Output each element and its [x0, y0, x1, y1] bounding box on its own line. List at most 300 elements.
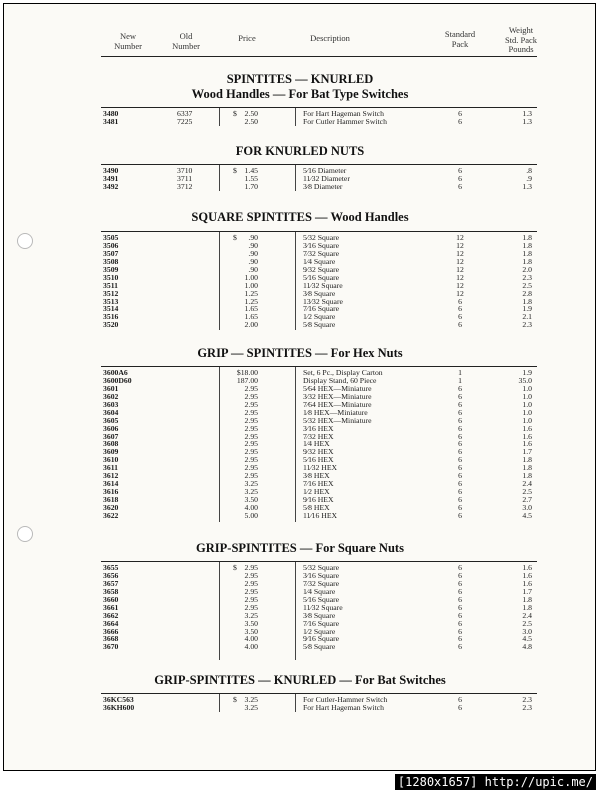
cell-price: 1.00: [244, 280, 258, 290]
cell-new-number: 3658: [103, 586, 119, 596]
cell-price: 5.00: [244, 510, 258, 520]
cell-description: 5⁄16 Square: [303, 594, 340, 604]
table-row: [0, 167, 600, 175]
cell-description: 1⁄4 Square: [303, 586, 336, 596]
cell-description: 5⁄8 Square: [303, 320, 336, 330]
cell-old-number: 7225: [177, 116, 193, 126]
cell-weight: .8: [526, 166, 532, 175]
cell-weight: 2.3: [522, 320, 532, 330]
cell-new-number: 3513: [103, 296, 119, 306]
section-title: GRIP-SPINTITES — KNURLED — For Bat Switches: [154, 673, 446, 687]
cell-price: 3.50: [244, 495, 258, 504]
cell-weight: 2.3: [522, 702, 532, 712]
table-row: [0, 234, 600, 242]
cell-description: 3⁄8 Square: [303, 610, 336, 620]
table-row: [0, 488, 600, 496]
cell-new-number: 3480: [103, 109, 119, 118]
table-row: [0, 456, 600, 464]
cell-standard-pack: 6: [458, 415, 462, 425]
header-description: Description: [310, 33, 350, 43]
cell-new-number: 3491: [103, 173, 119, 183]
cell-weight: 2.4: [522, 610, 532, 620]
cell-price: 2.95: [244, 383, 258, 393]
cell-weight: 2.3: [522, 272, 532, 282]
watermark-label: [1280x1657] http://upic.me/: [395, 774, 596, 790]
cell-weight: 4.5: [522, 634, 532, 644]
section-table: [0, 369, 600, 520]
table-row: [0, 266, 600, 274]
header-rule: [101, 56, 537, 57]
cell-price: 2.95: [244, 391, 258, 401]
cell-standard-pack: 6: [458, 495, 462, 504]
cell-standard-pack: 6: [458, 296, 462, 306]
cell-description: 5⁄16 Diameter: [303, 166, 347, 175]
cell-weight: 1.7: [522, 586, 532, 596]
cell-weight: 1.7: [522, 447, 532, 457]
cell-weight: 1.8: [522, 455, 532, 465]
cell-new-number: 3508: [103, 256, 119, 266]
cell-description: 1⁄2 HEX: [303, 487, 330, 497]
cell-weight: 2.7: [522, 495, 532, 504]
table-row: [0, 250, 600, 258]
cell-standard-pack: 12: [456, 264, 464, 274]
cell-dollar-sign: $: [233, 109, 237, 118]
cell-weight: 1.6: [522, 578, 532, 588]
cell-price: .90: [248, 240, 258, 250]
cell-description: 9⁄16 HEX: [303, 495, 334, 504]
cell-new-number: 3622: [103, 510, 119, 520]
binder-hole: [17, 526, 33, 542]
cell-weight: 1.0: [522, 407, 532, 417]
table-row: [0, 704, 600, 712]
cell-new-number: 3506: [103, 240, 119, 250]
cell-description: 3⁄8 Square: [303, 288, 336, 298]
cell-standard-pack: 6: [458, 594, 462, 604]
cell-standard-pack: 6: [458, 610, 462, 620]
cell-old-number: 6337: [177, 109, 193, 118]
cell-weight: 2.0: [522, 264, 532, 274]
table-row: [0, 604, 600, 612]
cell-description: 3⁄32 HEX—Miniature: [303, 391, 372, 401]
cell-description: 9⁄16 Square: [303, 634, 340, 644]
cell-description: 5⁄16 HEX: [303, 455, 334, 465]
cell-description: 11⁄32 Square: [303, 280, 343, 290]
cell-standard-pack: 12: [456, 256, 464, 266]
cell-price: 2.95: [244, 570, 258, 580]
table-row: [0, 596, 600, 604]
cell-weight: 2.4: [522, 479, 532, 489]
cell-new-number: 3481: [103, 116, 119, 126]
cell-price: 3.25: [244, 695, 258, 704]
cell-price: 3.25: [244, 702, 258, 712]
cell-new-number: 3600D60: [103, 375, 132, 385]
section-rule: [101, 366, 537, 367]
table-row: [0, 401, 600, 409]
cell-description: 3⁄16 Square: [303, 240, 340, 250]
cell-price: 1.70: [244, 181, 258, 191]
cell-new-number: 3507: [103, 248, 119, 258]
cell-weight: 1.6: [522, 563, 532, 572]
cell-old-number: 3712: [177, 181, 193, 191]
cell-weight: 1.8: [522, 256, 532, 266]
cell-price: .90: [248, 256, 258, 266]
cell-description: 7⁄32 HEX: [303, 431, 334, 441]
cell-description: Set, 6 Pc., Display Carton: [303, 368, 383, 377]
cell-description: 7⁄32 Square: [303, 578, 340, 588]
cell-dollar-sign: $: [233, 166, 237, 175]
section-rule: [101, 107, 537, 108]
cell-new-number: 3604: [103, 407, 119, 417]
cell-new-number: 3602: [103, 391, 119, 401]
cell-standard-pack: 1: [458, 368, 462, 377]
cell-price: 1.55: [244, 173, 258, 183]
cell-standard-pack: 6: [458, 181, 462, 191]
cell-description: For Cutler-Hammer Switch: [303, 695, 388, 704]
section-rule: [101, 231, 537, 232]
cell-weight: 2.5: [522, 487, 532, 497]
cell-standard-pack: 6: [458, 447, 462, 457]
cell-price: 4.00: [244, 502, 258, 512]
section-title: GRIP — SPINTITES — For Hex Nuts: [197, 346, 403, 360]
cell-standard-pack: 6: [458, 642, 462, 652]
cell-description: 5⁄16 Square: [303, 272, 340, 282]
cell-price: 2.95: [244, 415, 258, 425]
table-row: [0, 305, 600, 313]
table-row: [0, 393, 600, 401]
cell-new-number: 3664: [103, 618, 119, 628]
table-row: [0, 480, 600, 488]
cell-price: 2.95: [244, 439, 258, 449]
cell-description: 5⁄32 Square: [303, 563, 340, 572]
table-row: [0, 612, 600, 620]
cell-standard-pack: 6: [458, 618, 462, 628]
table-row: [0, 504, 600, 512]
table-row: [0, 242, 600, 250]
cell-dollar-sign: $: [233, 233, 237, 242]
cell-standard-pack: 6: [458, 407, 462, 417]
cell-standard-pack: 6: [458, 455, 462, 465]
cell-new-number: 3510: [103, 272, 119, 282]
cell-weight: 1.0: [522, 399, 532, 409]
cell-description: 5⁄32 Square: [303, 233, 340, 242]
cell-price: 1.65: [244, 304, 258, 314]
cell-new-number: 3520: [103, 320, 119, 330]
cell-standard-pack: 6: [458, 702, 462, 712]
cell-weight: 2.3: [522, 695, 532, 704]
cell-price: 2.95: [244, 463, 258, 473]
table-row: [0, 377, 600, 385]
cell-weight: 1.3: [522, 181, 532, 191]
cell-new-number: 3660: [103, 594, 119, 604]
cell-new-number: 3608: [103, 439, 119, 449]
cell-description: 3⁄16 HEX: [303, 423, 334, 433]
section-title: GRIP-SPINTITES — For Square Nuts: [196, 541, 404, 555]
cell-price: 2.50: [244, 116, 258, 126]
cell-new-number: 3603: [103, 399, 119, 409]
cell-standard-pack: 6: [458, 423, 462, 433]
cell-price: $18.00: [236, 368, 258, 377]
cell-weight: 1.8: [522, 240, 532, 250]
cell-standard-pack: 6: [458, 510, 462, 520]
cell-description: 1⁄8 HEX—Miniature: [303, 407, 368, 417]
cell-price: 2.95: [244, 586, 258, 596]
cell-weight: 1.3: [522, 116, 532, 126]
cell-new-number: 36KH600: [103, 702, 135, 712]
cell-price: 1.25: [244, 296, 258, 306]
section-table: [0, 564, 600, 651]
cell-new-number: 3612: [103, 471, 119, 481]
cell-new-number: 3670: [103, 642, 119, 652]
cell-price: 2.00: [244, 320, 258, 330]
cell-standard-pack: 12: [456, 248, 464, 258]
cell-weight: 1.8: [522, 296, 532, 306]
cell-standard-pack: 12: [456, 288, 464, 298]
cell-new-number: 3601: [103, 383, 119, 393]
cell-price: 2.95: [244, 431, 258, 441]
cell-weight: 1.8: [522, 248, 532, 258]
cell-new-number: 3614: [103, 479, 119, 489]
cell-description: 11⁄32 Diameter: [303, 173, 350, 183]
cell-description: Display Stand, 60 Piece: [303, 375, 377, 385]
cell-standard-pack: 6: [458, 602, 462, 612]
cell-weight: 2.5: [522, 280, 532, 290]
cell-description: 3⁄8 Diameter: [303, 181, 343, 191]
cell-standard-pack: 6: [458, 578, 462, 588]
cell-standard-pack: 12: [456, 240, 464, 250]
header-standard-pack: Standard Pack: [444, 29, 476, 49]
cell-standard-pack: 6: [458, 116, 462, 126]
section-subtitle: Wood Handles — For Bat Type Switches: [191, 87, 409, 101]
cell-new-number: 3511: [103, 280, 118, 290]
cell-price: 2.95: [244, 399, 258, 409]
cell-standard-pack: 6: [458, 431, 462, 441]
table-row: [0, 274, 600, 282]
table-row: [0, 118, 600, 126]
cell-new-number: 3655: [103, 563, 119, 572]
table-row: [0, 433, 600, 441]
table-row: [0, 564, 600, 572]
section-rule: [101, 561, 537, 562]
header-old-number: Old Number: [172, 31, 200, 51]
cell-price: 1.65: [244, 312, 258, 322]
cell-new-number: 3666: [103, 626, 119, 636]
table-row: [0, 183, 600, 191]
cell-weight: 1.9: [522, 304, 532, 314]
cell-standard-pack: 12: [456, 233, 464, 242]
table-row: [0, 464, 600, 472]
cell-standard-pack: 6: [458, 586, 462, 596]
table-row: [0, 110, 600, 118]
cell-price: 3.25: [244, 479, 258, 489]
cell-old-number: 3710: [177, 166, 193, 175]
cell-new-number: 3607: [103, 431, 119, 441]
cell-price: 3.50: [244, 626, 258, 636]
cell-new-number: 3605: [103, 415, 119, 425]
cell-price: 2.95: [244, 563, 258, 572]
cell-new-number: 36KC563: [103, 695, 134, 704]
cell-description: 7⁄16 Square: [303, 304, 340, 314]
cell-weight: 4.5: [522, 510, 532, 520]
cell-weight: 1.0: [522, 391, 532, 401]
cell-standard-pack: 6: [458, 563, 462, 572]
table-row: [0, 448, 600, 456]
cell-new-number: 3620: [103, 502, 119, 512]
cell-new-number: 3492: [103, 181, 119, 191]
cell-price: 3.25: [244, 610, 258, 620]
cell-standard-pack: 6: [458, 383, 462, 393]
cell-weight: 1.8: [522, 233, 532, 242]
table-row: [0, 620, 600, 628]
table-row: [0, 440, 600, 448]
cell-weight: 1.6: [522, 423, 532, 433]
table-row: [0, 369, 600, 377]
cell-description: 1⁄2 Square: [303, 626, 336, 636]
section-title: SQUARE SPINTITES — Wood Handles: [191, 210, 409, 224]
cell-new-number: 3616: [103, 487, 119, 497]
cell-standard-pack: 12: [456, 280, 464, 290]
table-row: [0, 385, 600, 393]
cell-weight: 1.6: [522, 431, 532, 441]
cell-weight: 2.8: [522, 288, 532, 298]
cell-standard-pack: 6: [458, 479, 462, 489]
table-row: [0, 298, 600, 306]
cell-standard-pack: 6: [458, 166, 462, 175]
cell-standard-pack: 6: [458, 502, 462, 512]
cell-price: .90: [248, 264, 258, 274]
cell-price: 4.00: [244, 634, 258, 644]
cell-standard-pack: 6: [458, 391, 462, 401]
cell-new-number: 3611: [103, 463, 118, 473]
header-price: Price: [238, 33, 256, 43]
cell-new-number: 3657: [103, 578, 119, 588]
table-row: [0, 290, 600, 298]
cell-new-number: 3516: [103, 312, 119, 322]
cell-weight: .9: [526, 173, 532, 183]
cell-weight: 3.0: [522, 502, 532, 512]
cell-description: 5⁄8 Square: [303, 642, 336, 652]
cell-standard-pack: 12: [456, 272, 464, 282]
cell-description: 11⁄16 HEX: [303, 510, 338, 520]
cell-price: .90: [248, 248, 258, 258]
cell-description: 5⁄64 HEX—Miniature: [303, 383, 372, 393]
cell-new-number: 3610: [103, 455, 119, 465]
cell-description: For Hart Hageman Switch: [303, 109, 384, 118]
cell-standard-pack: 6: [458, 439, 462, 449]
cell-description: 9⁄32 Square: [303, 264, 340, 274]
table-row: [0, 696, 600, 704]
cell-price: 2.95: [244, 407, 258, 417]
cell-price: .90: [248, 233, 258, 242]
cell-new-number: 3618: [103, 495, 119, 504]
section-table: [0, 110, 600, 126]
cell-description: 7⁄64 HEX—Miniature: [303, 399, 372, 409]
cell-description: 11⁄32 HEX: [303, 463, 338, 473]
table-row: [0, 496, 600, 504]
cell-price: 2.95: [244, 594, 258, 604]
cell-description: 1⁄4 Square: [303, 256, 336, 266]
cell-standard-pack: 1: [458, 375, 462, 385]
table-row: [0, 635, 600, 643]
table-row: [0, 572, 600, 580]
cell-price: 2.95: [244, 602, 258, 612]
cell-weight: 1.0: [522, 415, 532, 425]
cell-description: 3⁄8 HEX: [303, 471, 330, 481]
cell-standard-pack: 6: [458, 570, 462, 580]
table-row: [0, 175, 600, 183]
cell-weight: 1.6: [522, 439, 532, 449]
table-row: [0, 417, 600, 425]
cell-price: 2.95: [244, 423, 258, 433]
cell-description: 1⁄2 Square: [303, 312, 336, 322]
table-row: [0, 512, 600, 520]
cell-description: 5⁄8 HEX: [303, 502, 330, 512]
header-weight: Weight Std. Pack Pounds: [504, 25, 538, 54]
cell-weight: 3.0: [522, 626, 532, 636]
header-new-number: New Number: [114, 31, 142, 51]
cell-description: 3⁄16 Square: [303, 570, 340, 580]
cell-standard-pack: 6: [458, 695, 462, 704]
cell-description: 5⁄32 HEX—Miniature: [303, 415, 372, 425]
cell-price: 2.95: [244, 455, 258, 465]
cell-weight: 1.8: [522, 594, 532, 604]
cell-price: 187.00: [236, 375, 258, 385]
cell-price: 1.25: [244, 288, 258, 298]
cell-new-number: 3512: [103, 288, 119, 298]
cell-dollar-sign: $: [233, 563, 237, 572]
cell-description: 11⁄32 Square: [303, 602, 343, 612]
cell-weight: 1.8: [522, 471, 532, 481]
cell-standard-pack: 6: [458, 304, 462, 314]
table-row: [0, 409, 600, 417]
cell-weight: 2.1: [522, 312, 532, 322]
table-row: [0, 643, 600, 651]
cell-new-number: 3661: [103, 602, 119, 612]
cell-description: 7⁄16 HEX: [303, 479, 334, 489]
section-rule: [101, 693, 537, 694]
table-row: [0, 588, 600, 596]
cell-description: 1⁄4 HEX: [303, 439, 330, 449]
section-rule: [101, 164, 537, 165]
cell-standard-pack: 6: [458, 487, 462, 497]
cell-price: 4.00: [244, 642, 258, 652]
cell-price: 2.50: [244, 109, 258, 118]
table-row: [0, 472, 600, 480]
table-row: [0, 258, 600, 266]
cell-new-number: 3600A6: [103, 368, 128, 377]
cell-new-number: 3656: [103, 570, 119, 580]
cell-description: 7⁄16 Square: [303, 618, 340, 628]
cell-new-number: 3514: [103, 304, 119, 314]
cell-weight: 1.6: [522, 570, 532, 580]
cell-weight: 1.9: [522, 368, 532, 377]
cell-weight: 1.8: [522, 463, 532, 473]
cell-standard-pack: 6: [458, 634, 462, 644]
cell-description: 13⁄32 Square: [303, 296, 343, 306]
cell-new-number: 3505: [103, 233, 119, 242]
section-table: [0, 696, 600, 712]
cell-new-number: 3609: [103, 447, 119, 457]
cell-weight: 4.8: [522, 642, 532, 652]
cell-weight: 1.3: [522, 109, 532, 118]
cell-new-number: 3662: [103, 610, 119, 620]
cell-description: For Cutler Hammer Switch: [303, 116, 387, 126]
cell-price: 2.95: [244, 578, 258, 588]
table-row: [0, 580, 600, 588]
cell-price: 2.95: [244, 471, 258, 481]
section-table: [0, 167, 600, 191]
cell-standard-pack: 6: [458, 109, 462, 118]
cell-old-number: 3711: [177, 173, 193, 183]
